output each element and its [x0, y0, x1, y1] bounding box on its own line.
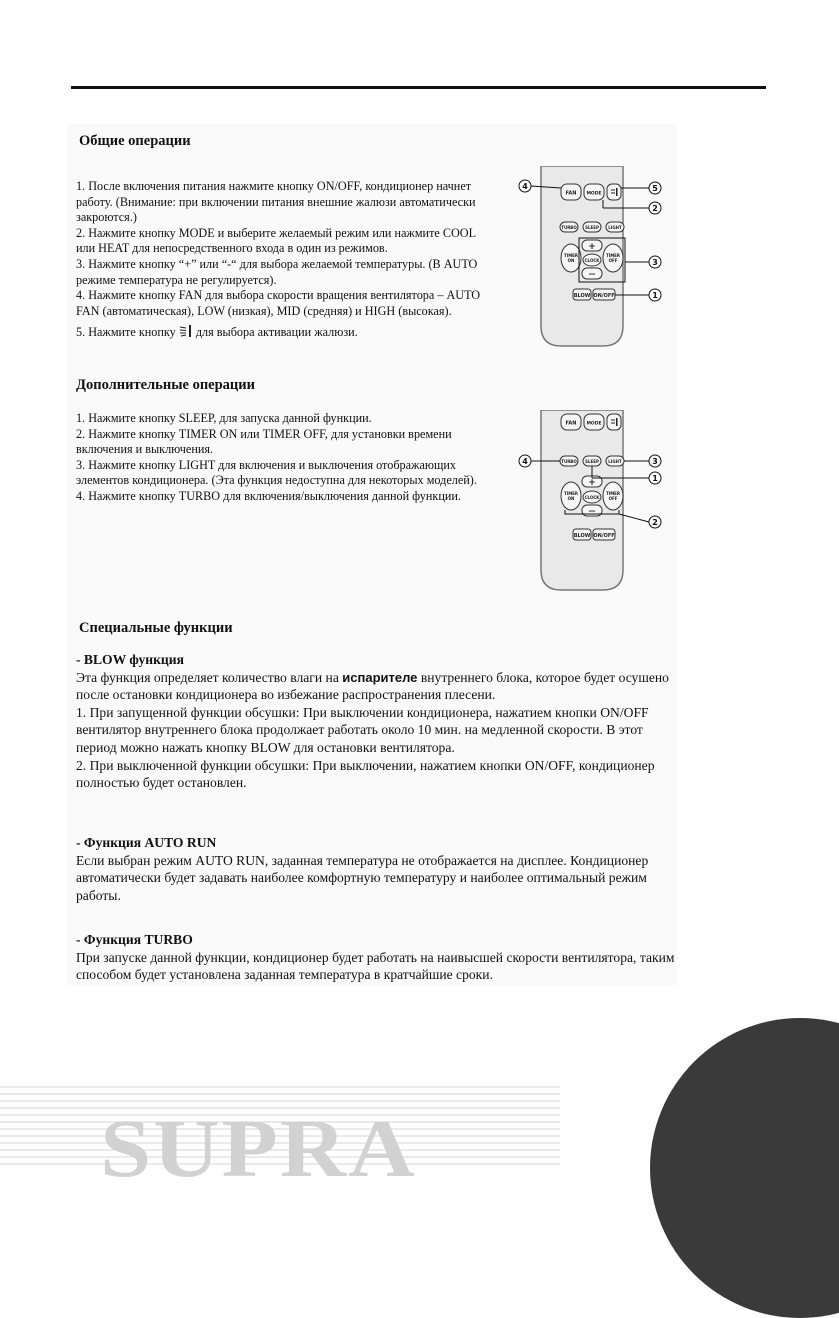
remote-control-diagram-1: [513, 166, 673, 352]
svg-text:SLEEP: SLEEP: [585, 225, 599, 230]
svg-text:FAN: FAN: [565, 190, 577, 197]
svg-text:FAN: FAN: [565, 420, 577, 427]
svg-text:—: —: [588, 270, 596, 278]
svg-text:LIGHT: LIGHT: [608, 225, 622, 230]
autorun-description: Если выбран режим AUTO RUN, заданная температура не отображается на дисплее. Кондиционер автоматически будет задавать наиболее комфортную температуру и наиболее оптимальный режим работы.: [76, 852, 649, 903]
svg-text:OFF: OFF: [608, 496, 618, 501]
svg-text:+: +: [588, 242, 596, 252]
additional-operations-list: [76, 411, 506, 505]
swing-button: [607, 414, 621, 430]
remote-control-diagram-2: [513, 410, 673, 596]
additional-item-3: 3. Нажмите кнопку LIGHT для включения и выключения отображающих элементов кондиционера. (Эта функция недоступна для некоторых моделей).: [76, 457, 477, 488]
blow-item-1: 1. При запущенной функции обсушки: При выключении кондиционера, нажатием кнопки ON/OFF вентилятор внутреннего блока продолжает работать около 10 мин. на медленной скорости. В этот период можно нажать кнопку BLOW для остановки вентилятора.: [76, 704, 649, 755]
svg-text:3: 3: [652, 258, 658, 267]
svg-text:2: 2: [652, 204, 658, 213]
header-rule: [71, 86, 766, 89]
svg-text:SLEEP: SLEEP: [585, 459, 599, 464]
supra-logo: SUPRA: [100, 1102, 417, 1194]
svg-text:BLOW: BLOW: [573, 293, 591, 299]
additional-item-2: 2. Нажмите кнопку TIMER ON или TIMER OFF, для установки времени включения и выключения.: [76, 426, 452, 457]
svg-text:1: 1: [652, 291, 658, 300]
svg-text:TURBO: TURBO: [561, 225, 577, 230]
svg-text:3: 3: [652, 457, 658, 466]
svg-text:1: 1: [652, 474, 658, 483]
svg-text:MODE: MODE: [586, 191, 602, 197]
swing-button: [607, 184, 621, 200]
general-operations-list: [76, 179, 496, 341]
blow-title: - BLOW функция: [76, 652, 184, 667]
louver-swing-icon: [179, 325, 193, 337]
svg-text:CLOCK: CLOCK: [584, 258, 600, 263]
svg-text:ON/OFF: ON/OFF: [593, 293, 615, 299]
svg-text:MODE: MODE: [586, 421, 602, 427]
corner-decoration: [650, 1018, 839, 1318]
svg-text:5: 5: [652, 184, 658, 193]
turbo-title: - Функция TURBO: [76, 932, 193, 947]
svg-text:ON: ON: [567, 258, 575, 263]
general-operations-title: Общие операции: [79, 133, 191, 149]
svg-text:4: 4: [522, 457, 528, 466]
blow-section: [76, 651, 676, 792]
svg-text:4: 4: [522, 182, 528, 191]
svg-text:TIMER: TIMER: [605, 253, 621, 258]
general-item-2: 2. Нажмите кнопку MODE и выберите желаемый режим или нажмите COOL или HEAT для непосредственного входа в один из режимов.: [76, 225, 476, 256]
turbo-description: При запуске данной функции, кондиционер будет работать на наивысшей скорости вентилятора, таким способом будет установлена заданная температура в кратчайшие сроки.: [76, 949, 675, 983]
svg-text:BLOW: BLOW: [573, 533, 591, 539]
svg-text:2: 2: [652, 518, 658, 527]
special-functions-title: Специальные функции: [79, 620, 233, 636]
svg-text:OFF: OFF: [608, 258, 618, 263]
additional-item-4: 4. Нажмите кнопку TURBO для включения/выключения данной функции.: [76, 488, 461, 503]
svg-text:TIMER: TIMER: [563, 491, 579, 496]
blow-item-2: 2. При выключенной функции обсушки: При выключении, нажатием кнопки ON/OFF, кондиционер полностью будет остановлен.: [76, 757, 655, 791]
svg-text:TIMER: TIMER: [563, 253, 579, 258]
svg-text:TURBO: TURBO: [561, 459, 577, 464]
autorun-section: [76, 834, 676, 904]
general-item-3: 3. Нажмите кнопку “+” или “-“ для выбора желаемой температуры. (В AUTO режиме температура не регулируется).: [76, 256, 478, 287]
blow-description: Эта функция определяет количество влаги на испарителе внутреннего блока, которое будет осушено после остановки кондиционера во избежание распространения плесени.: [76, 669, 669, 703]
general-item-4: 4. Нажмите кнопку FAN для выбора скорости вращения вентилятора – AUTO FAN (автоматическая), LOW (низкая), MID (средняя) и HIGH (высокая).: [76, 288, 481, 318]
svg-text:TIMER: TIMER: [605, 491, 621, 496]
svg-text:ON: ON: [567, 496, 575, 501]
svg-text:ON/OFF: ON/OFF: [593, 533, 615, 539]
turbo-section: [76, 931, 676, 984]
general-item-1: 1. После включения питания нажмите кнопку ON/OFF, кондиционер начнет работу. (Внимание: при включении питания внешние жалюзи автоматически закроются.): [76, 179, 476, 225]
svg-text:LIGHT: LIGHT: [608, 459, 622, 464]
additional-operations-title: Дополнительные операции: [76, 377, 255, 393]
general-item-5: 5. Нажмите кнопку для выбора активации жалюзи.: [76, 325, 358, 340]
svg-text:+: +: [588, 478, 596, 488]
svg-text:—: —: [588, 507, 596, 515]
autorun-title: - Функция AUTO RUN: [76, 835, 217, 850]
svg-text:CLOCK: CLOCK: [584, 495, 600, 500]
additional-item-1: 1. Нажмите кнопку SLEEP, для запуска данной функции.: [76, 411, 372, 425]
